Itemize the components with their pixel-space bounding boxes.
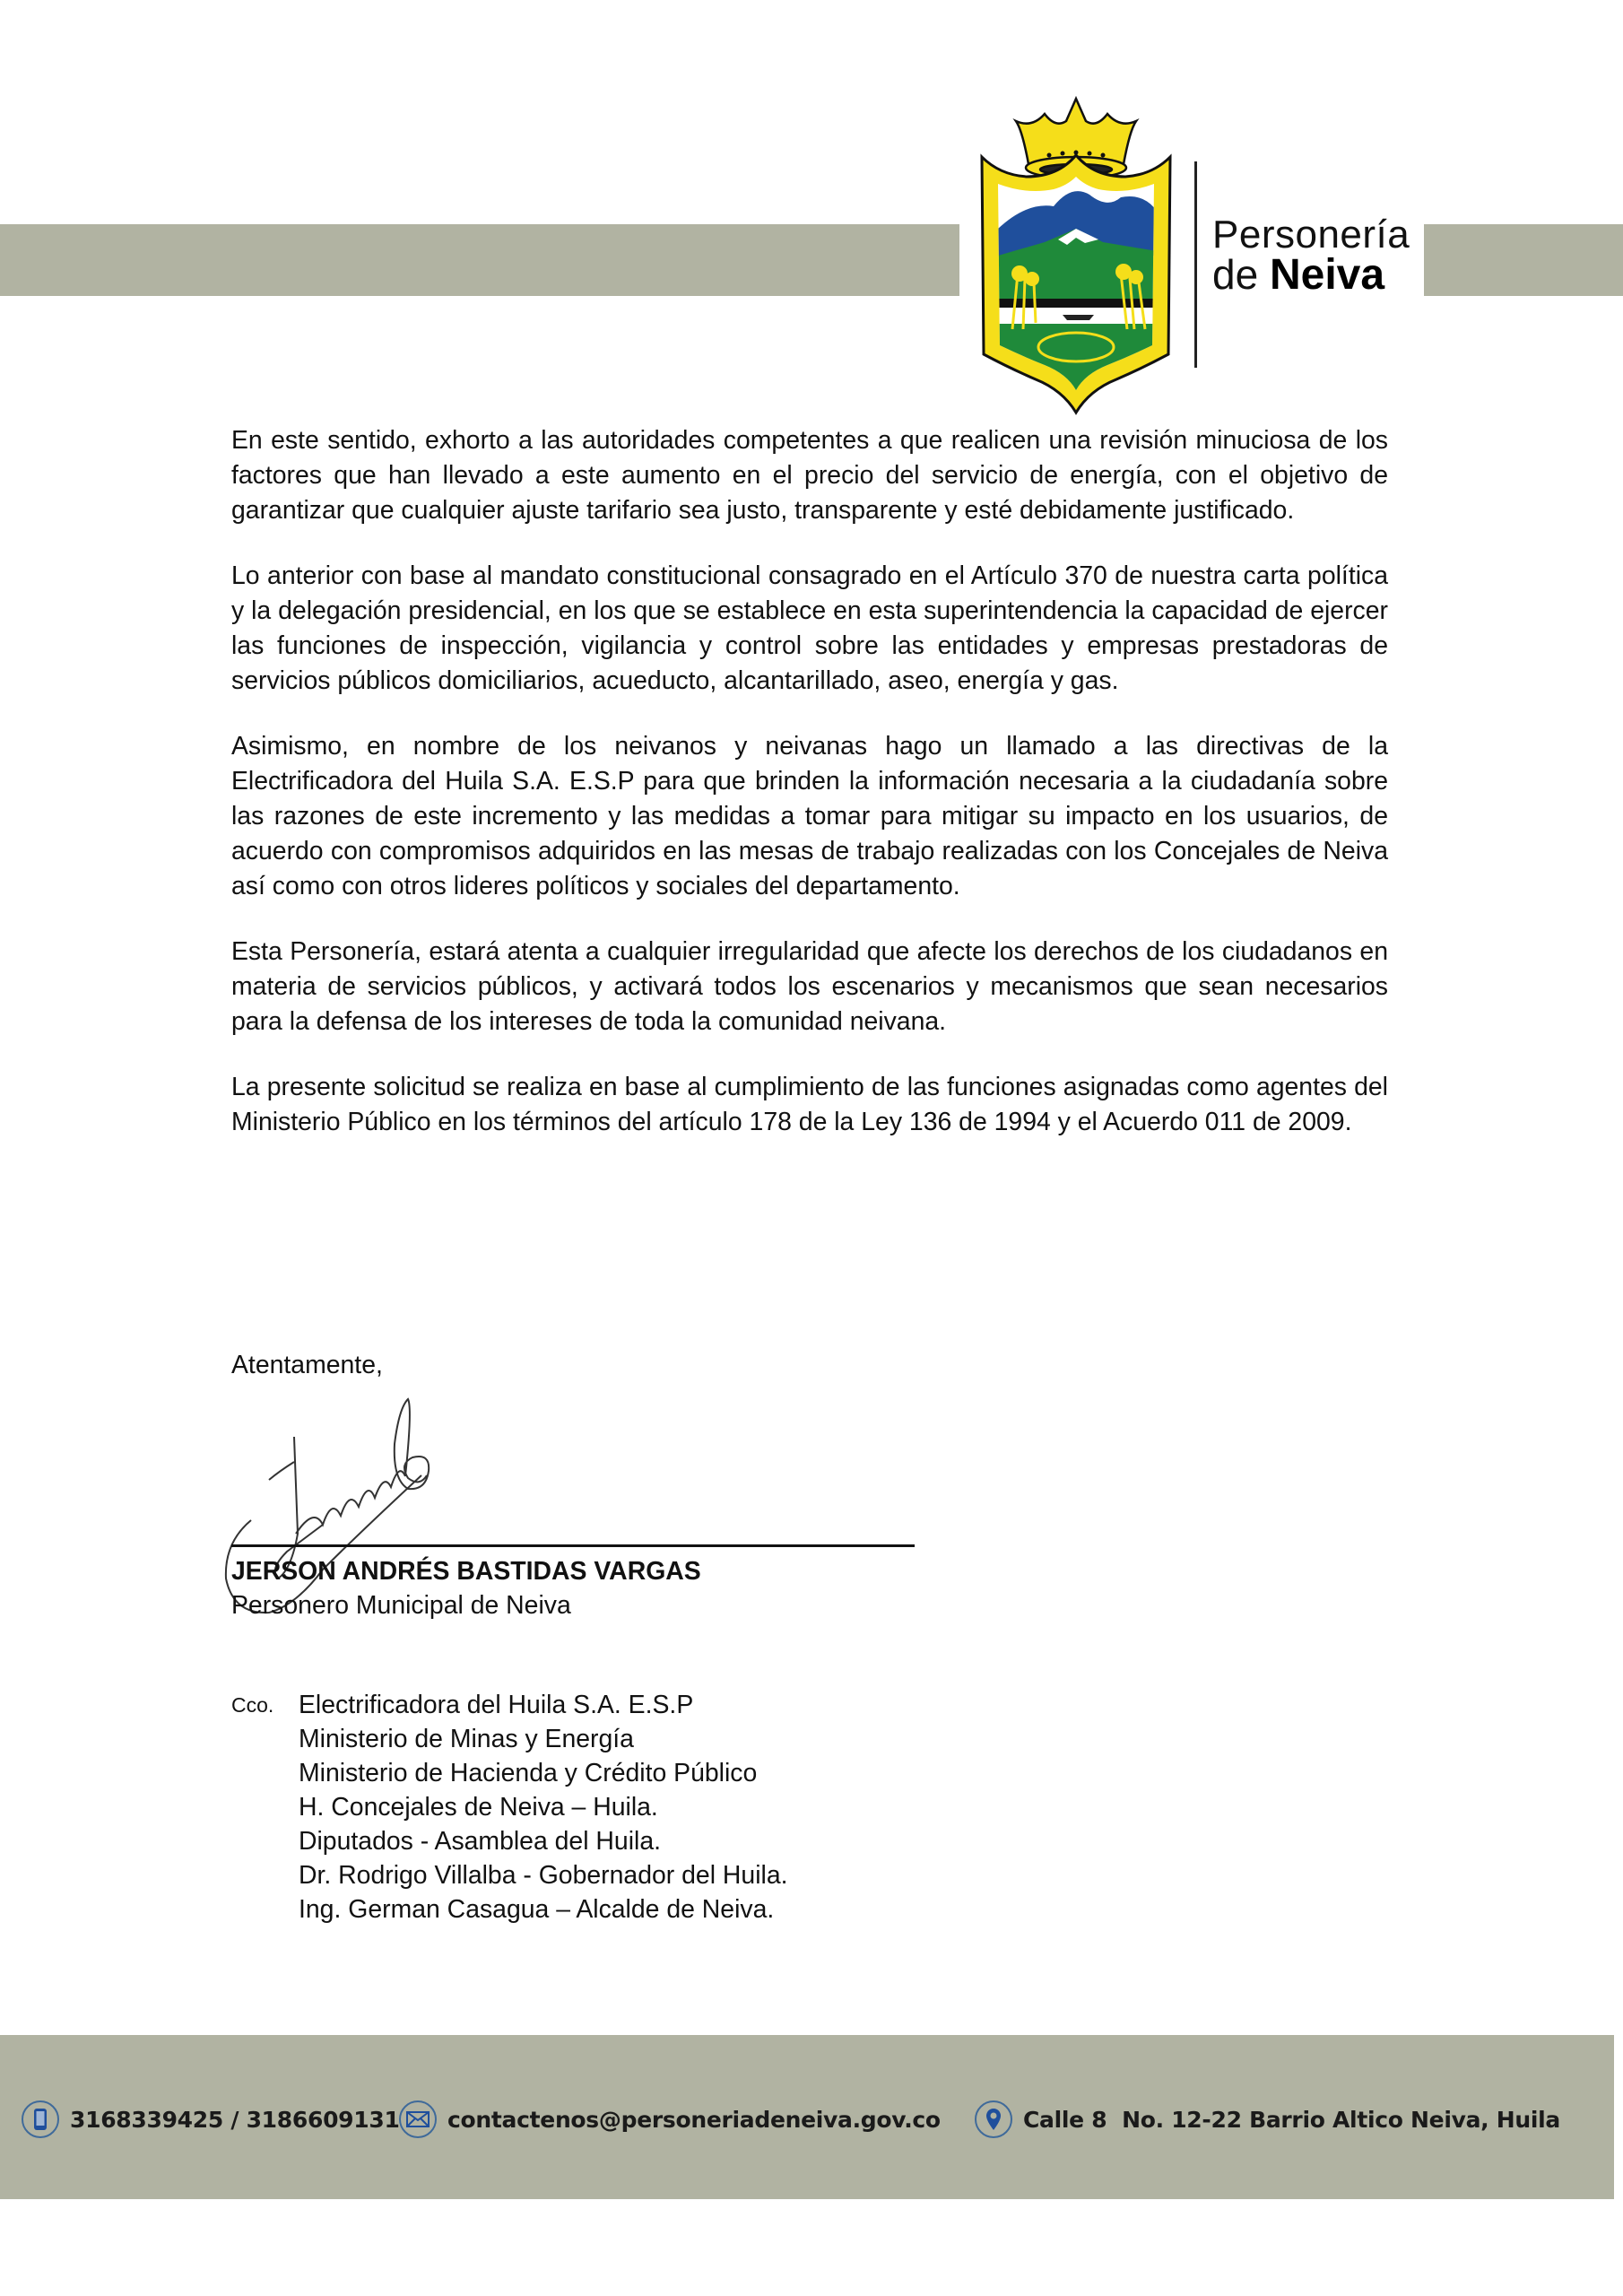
logo-line-2-bold: Neiva — [1269, 251, 1385, 299]
phone-numbers: 3168339425 / 3186609131 — [70, 2106, 400, 2133]
paragraph-2: Lo anterior con base al mandato constitucional consagrado en el Artículo 370 de nuestra carta política y la delegación presidencial, en los que se establece en esta superintendencia la capacidad de ejercer las funciones de inspección, vigilancia y control sobre las entidades y empresas prestadoras de servicios públicos domiciliarios, acueducto, alcantarillado, aseo, energía y gas. — [231, 561, 1388, 695]
organization-logo-text — [1212, 215, 1410, 305]
signer-title: Personero Municipal de Neiva — [231, 1591, 571, 1620]
paragraph-3: Asimismo, en nombre de los neivanos y neivanas hago un llamado a las directivas de la Electrificadora del Huila S.A. E.S.P para que brinden la información necesaria a la ciudadanía sobre las razones de este incremento y las medidas a tomar para mitigar su impacto en los usuarios, de acuerdo con compromisos adquiridos en las mesas de trabajo realizadas con los Concejales de Neiva así como con otros lideres políticos y sociales del departamento. — [231, 732, 1388, 900]
logo-line-1: Personería — [1212, 213, 1410, 257]
email-address[interactable]: contactenos@personeriadeneiva.gov.co — [447, 2106, 941, 2133]
logo-line-2-prefix: de — [1212, 251, 1270, 298]
cc-recipient: H. Concejales de Neiva – Huila. — [299, 1793, 658, 1822]
paragraph-4: Esta Personería, estará atenta a cualquier irregularidad que afecte los derechos de los ciudadanos en materia de servicios públicos, y activará todos los escenarios y mecanismos que sean necesarios para la defensa de los intereses de toda la comunidad neivana. — [231, 937, 1388, 1036]
cc-recipient: Ing. German Casagua – Alcalde de Neiva. — [299, 1895, 775, 1924]
footer-band — [0, 2035, 1614, 2199]
closing-salutation: Atentamente, — [231, 1351, 383, 1379]
header-band-right — [1424, 224, 1623, 296]
header-band-left — [0, 224, 959, 296]
paragraph-5: La presente solicitud se realiza en base al cumplimiento de las funciones asignadas como agentes del Ministerio Público en los términos del artículo 178 de la Ley 136 de 1994 y el Acuerdo 011 de 2009. — [231, 1073, 1388, 1136]
signature-line — [231, 1544, 915, 1547]
cc-prefix: Cco. — [231, 1693, 274, 1717]
street-address: Calle 8 No. 12-22 Barrio Altico Neiva, Huila — [1023, 2106, 1560, 2133]
footer-address — [975, 2099, 1560, 2140]
footer-phone — [22, 2099, 400, 2140]
cc-recipient: Diputados - Asamblea del Huila. — [299, 1827, 661, 1856]
coat-of-arms-icon — [973, 94, 1179, 417]
phone-icon — [22, 2100, 59, 2138]
location-icon — [975, 2100, 1012, 2138]
paragraph-1: En este sentido, exhorto a las autoridades competentes a que realicen una revisión minuciosa de los factores que han llevado a este aumento en el precio del servicio de energía, con el objetivo de garantizar que cualquier ajuste tarifario sea justo, transparente y esté debidamente justificado. — [231, 426, 1388, 525]
cc-recipient: Ministerio de Hacienda y Crédito Público — [299, 1759, 758, 1787]
cc-recipient: Ministerio de Minas y Energía — [299, 1725, 634, 1753]
signer-name: JERSON ANDRÉS BASTIDAS VARGAS — [231, 1557, 701, 1586]
email-icon — [399, 2100, 437, 2138]
cc-recipient: Electrificadora del Huila S.A. E.S.P — [299, 1691, 694, 1719]
cc-list — [231, 1688, 788, 1926]
cc-recipient: Dr. Rodrigo Villalba - Gobernador del Huila. — [299, 1861, 788, 1890]
logo-divider — [1194, 161, 1197, 368]
footer-email — [399, 2099, 941, 2140]
letter-body — [231, 423, 1388, 1170]
cc-row-first — [231, 1688, 788, 1722]
